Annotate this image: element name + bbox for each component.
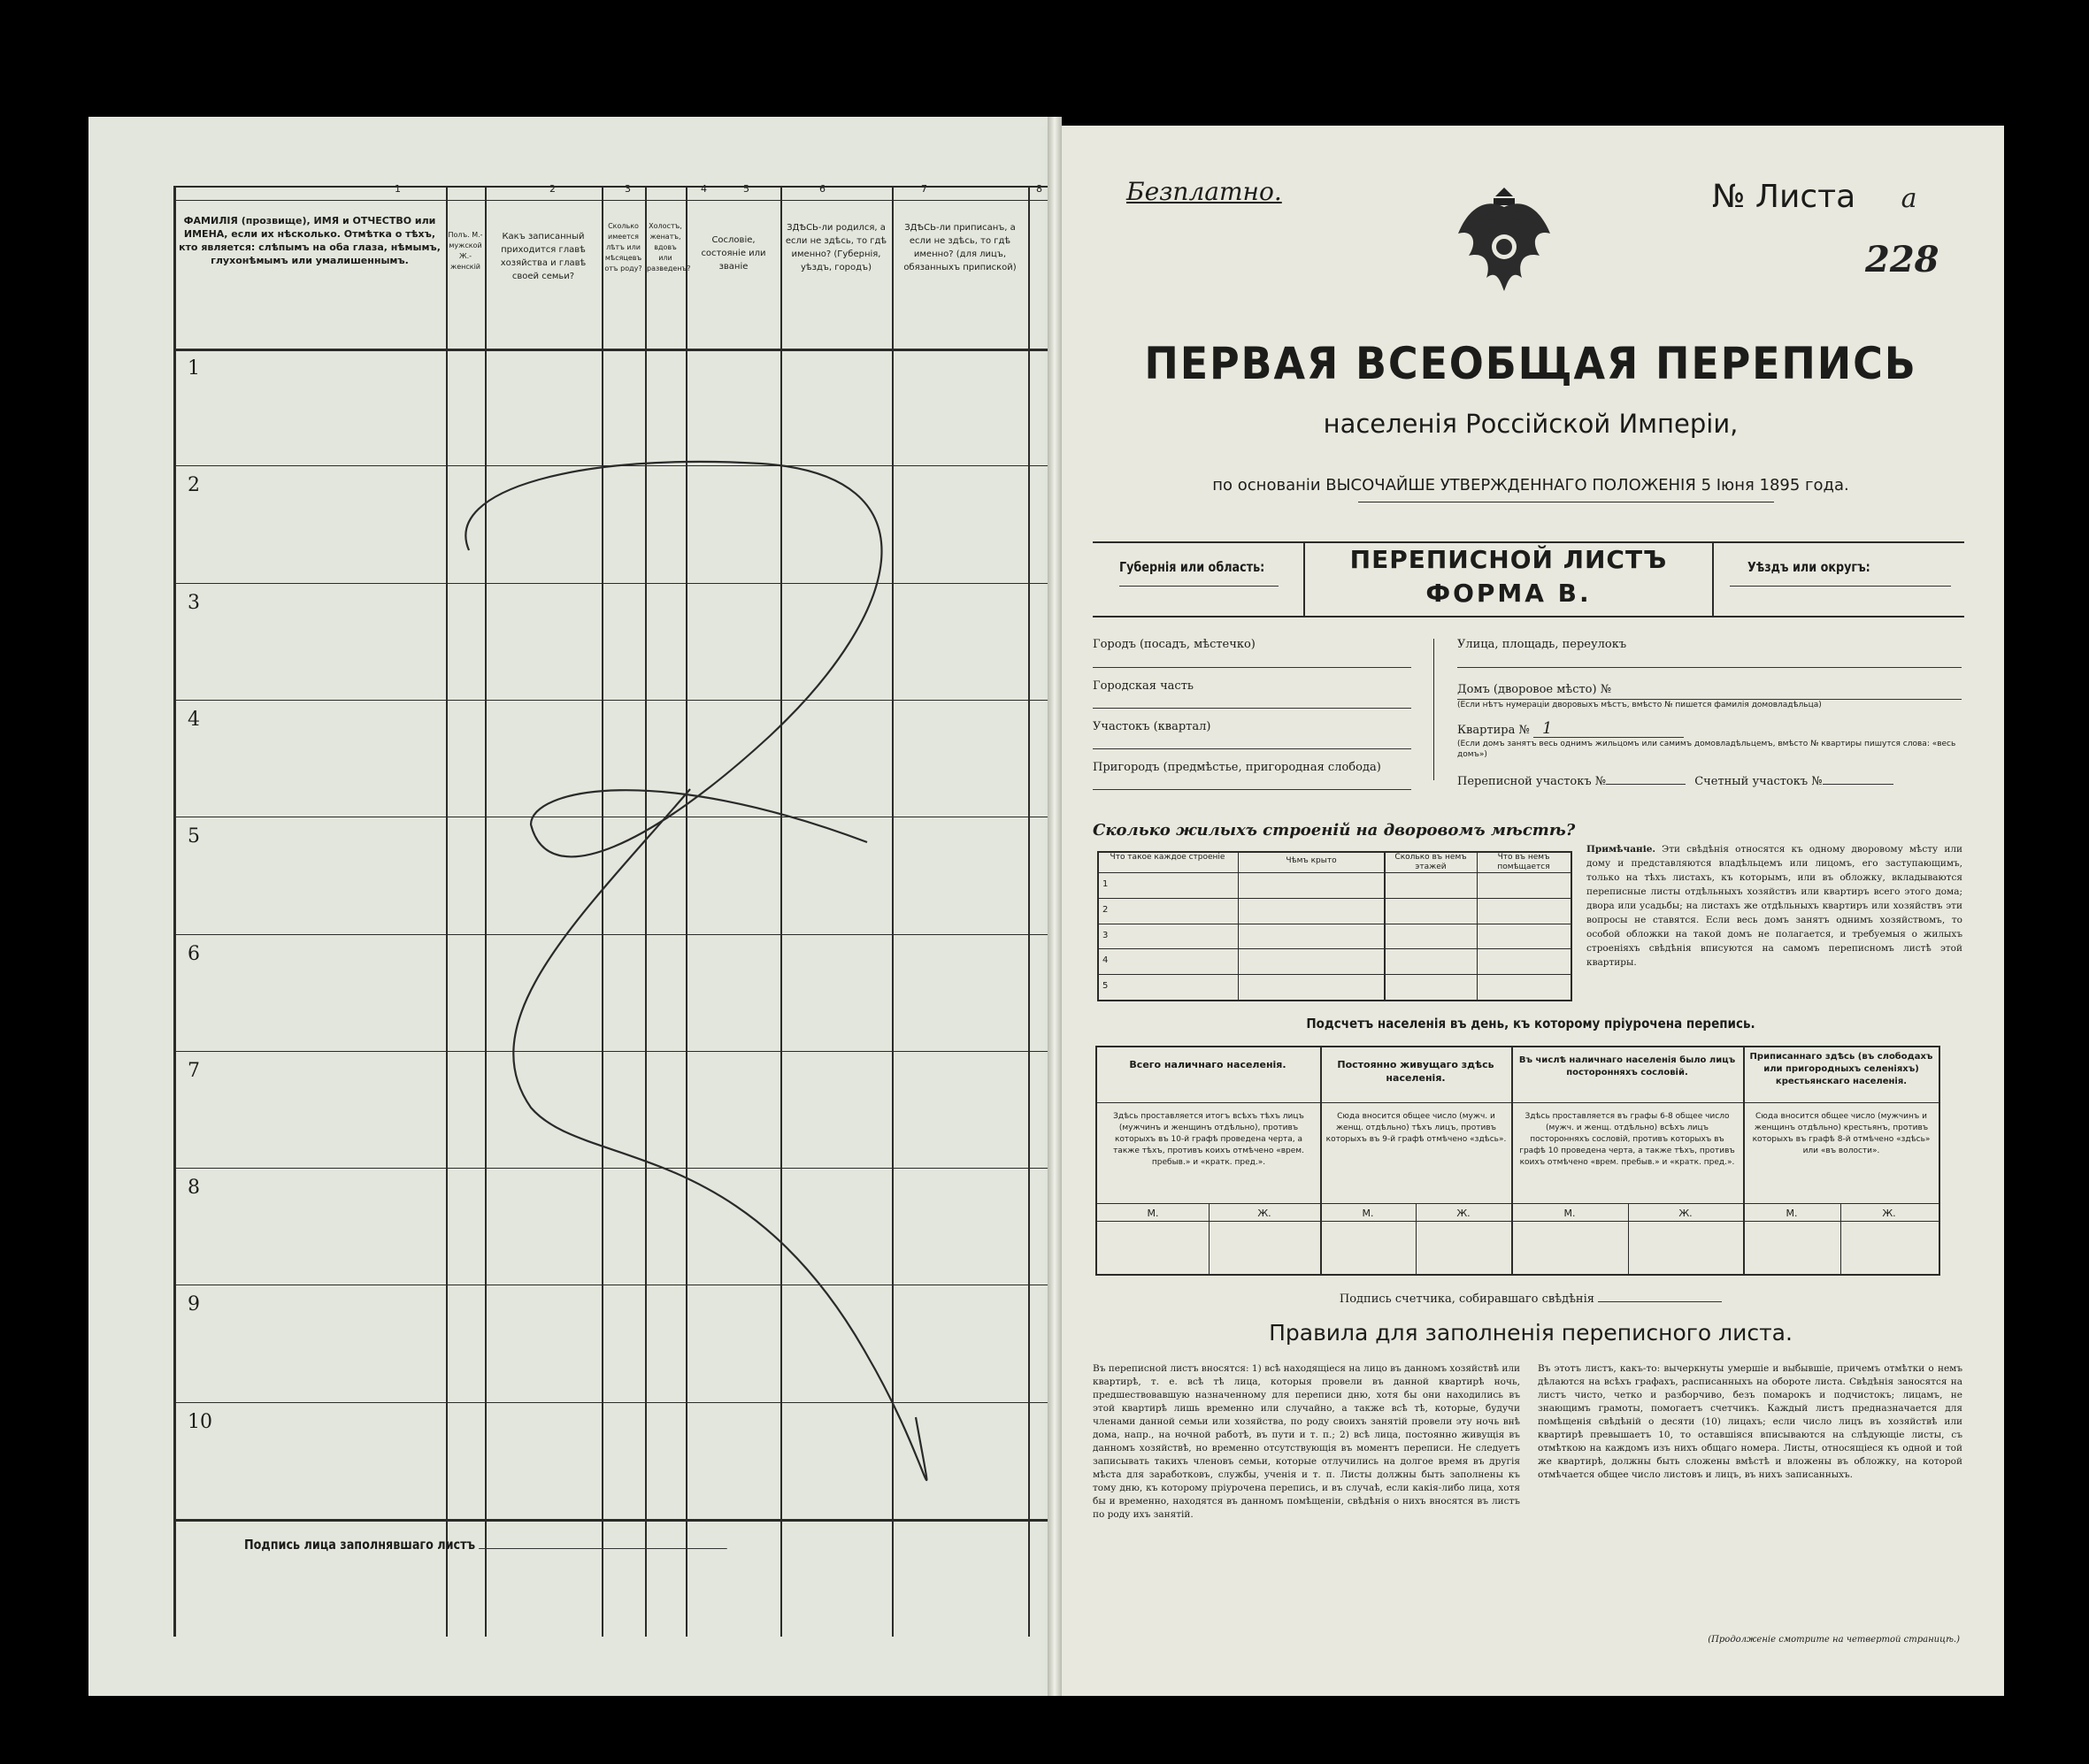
city-field[interactable] <box>1093 637 1411 668</box>
address-left-block <box>1093 637 1411 790</box>
count-col-body: Сюда вносится общее число (мужчинъ и женщинъ отдѣльно) крестьянъ, противъ которыхъ въ графѣ 8-й отмѣчено «здѣсь» или «въ волости». <box>1752 1112 1931 1155</box>
column-number: 8 <box>1036 183 1042 195</box>
column-number: 3 <box>625 183 631 195</box>
form-b-title: ФОРМА В. <box>1425 579 1592 608</box>
buildings-note <box>1586 842 1962 970</box>
row-number: 8 <box>188 1177 200 1200</box>
column-header-estate: Сословіе, состояніе или званіе <box>701 235 766 272</box>
count-female-label: Ж. <box>1456 1208 1471 1219</box>
house-field[interactable] <box>1457 673 1962 700</box>
column-header-birthplace: ЗДѢСЬ-ли родился, а если не здѣсь, то гдѣ именно? (Губернія, уѣздъ, городъ) <box>785 223 887 272</box>
buildings-row-number: 4 <box>1102 955 1109 966</box>
census-sheet-title: ПЕРЕПИСНОЙ ЛИСТЪ <box>1349 545 1668 574</box>
buildings-header: Сколько въ немъ этажей <box>1394 853 1467 871</box>
count-col-title: Въ числѣ наличнаго населенія было лицъ посторонняхъ сословій. <box>1518 1055 1736 1078</box>
count-sub-rule <box>1097 1221 1939 1222</box>
count-female-label: Ж. <box>1257 1208 1271 1219</box>
district-field[interactable] <box>1730 586 1951 587</box>
area-row <box>1457 774 1962 790</box>
buildings-row-number: 3 <box>1102 930 1109 940</box>
province-field[interactable] <box>1119 586 1279 587</box>
count-male-label: М. <box>1147 1208 1159 1219</box>
city-part-label: Городская часть <box>1093 679 1194 693</box>
count-col-title: Постоянно живущаго здѣсь населенія. <box>1337 1059 1494 1084</box>
precinct-field[interactable] <box>1093 709 1411 749</box>
row-number: 6 <box>188 942 200 965</box>
row-number: 9 <box>188 1293 200 1316</box>
count-female-label: Ж. <box>1882 1208 1896 1219</box>
buildings-table <box>1097 851 1572 1001</box>
sheet-stamp-number: 228 <box>1865 239 1939 280</box>
column-number: 1 <box>395 183 401 195</box>
imperial-eagle-icon <box>1451 180 1557 295</box>
count-body-rule <box>1097 1203 1939 1204</box>
row-number: 4 <box>188 708 200 731</box>
counting-area-field[interactable] <box>1823 784 1893 785</box>
apartment-note: (Если домъ занятъ весь однимъ жильцомъ или самимъ домовладѣльцемъ, вмѣсто № квартиры пишутся слова: «весь домъ») <box>1457 740 1956 759</box>
buildings-divider <box>1477 853 1478 1000</box>
cancellation-stroke <box>88 117 1057 1696</box>
province-label: Губернія или область: <box>1119 559 1265 575</box>
buildings-row-number: 5 <box>1102 981 1109 992</box>
count-title-rule <box>1097 1102 1939 1103</box>
column-header-registration: ЗДѢСЬ-ли приписанъ, а если не здѣсь, то гдѣ именно? (для лицъ, обязанныхъ припиской) <box>903 223 1017 272</box>
row-number: 1 <box>188 357 200 380</box>
column-number: 2 <box>549 183 556 195</box>
buildings-header: Что въ немъ помѣщается <box>1497 853 1550 871</box>
count-col-body: Здѣсь проставляется итогъ всѣхъ тѣхъ лицъ (мужчинъ и женщинъ отдѣльно), противъ которыхъ въ 10-й графѣ проведена черта, а также тѣхъ, противъ коихъ отмѣчено «врем. пребыв.» и «кратк. пред.». <box>1113 1112 1304 1167</box>
count-divider <box>1743 1047 1745 1274</box>
city-part-field[interactable] <box>1093 668 1411 709</box>
row-number: 5 <box>188 825 200 848</box>
counting-area-label: Счетный участокъ № <box>1694 775 1823 788</box>
form-subtitle: населенія Россійской Имперіи, <box>1323 409 1739 439</box>
rules-text-left: Въ переписной листъ вносятся: 1) всѣ находящіеся на лицо въ данномъ хозяйствѣ или квартирѣ, т. е. всѣ тѣ лица, которыя провели въ данной квартирѣ ночь, предшествовавшую назначенному для переписи дню, хотя бы они находились въ этой квартирѣ лишь временно или случайно, а также всѣ тѣ, которые, будучи членами данной семьи или хозяйства, по роду своихъ занятій провели эту ночь внѣ дома, напр., на ночной работѣ, въ пути и т. п.; 2) всѣ лица, постоянно живущія въ данномъ хозяйствѣ, но временно отсутствующія въ моментъ переписи. Не следуетъ записывать такихъ членовъ семьи, которые отлучились на долгое время въ другія мѣста для заработковъ, службы, ученія и т. п. Листы должны быть заполнены къ тому дню, къ которому пріурочена перепись, и въ случаѣ, если какія-либо лица, хотя бы и временно, находятся въ данномъ помѣщеніи, свѣдѣнія о нихъ вносятся въ листъ по роду ихъ занятій. <box>1093 1363 1520 1520</box>
count-male-label: М. <box>1563 1208 1576 1219</box>
count-male-label: М. <box>1786 1208 1798 1219</box>
column-header-age: Сколько имеется лѣтъ или мѣсяцевъ отъ роду? <box>604 222 642 272</box>
precinct-label: Участокъ (квартал) <box>1093 720 1211 733</box>
counter-signature-line[interactable] <box>1598 1301 1722 1302</box>
column-header-relation: Какъ записанный приходится главѣ хозяйства и главѣ своей семьи? <box>500 232 587 281</box>
row-number: 3 <box>188 591 200 614</box>
signature-label: Подпись лица заполнявшаго листъ <box>244 1537 476 1553</box>
census-form-left-page <box>88 117 1057 1696</box>
row-number: 10 <box>188 1410 212 1433</box>
count-col-title: Всего наличнаго населенія. <box>1129 1059 1286 1070</box>
form-legal-basis: по основаніи ВЫСОЧАЙШЕ УТВЕРЖДЕННАГО ПОЛОЖЕНІЯ 5 Іюня 1895 года. <box>1212 476 1849 495</box>
buildings-row-number: 1 <box>1102 879 1109 889</box>
continued-note: (Продолженіе смотрите на четвертой страницѣ.) <box>1708 1635 1960 1645</box>
count-divider <box>1511 1047 1513 1274</box>
census-area-label: Переписной участокъ № <box>1457 775 1607 788</box>
pen-stroke <box>465 462 926 1480</box>
district-label: Уѣздъ или округъ: <box>1747 559 1870 575</box>
census-area-field[interactable] <box>1606 784 1686 785</box>
address-right-block <box>1457 637 1962 790</box>
note-label: Примѣчаніе. <box>1586 844 1656 855</box>
suburb-field[interactable] <box>1093 749 1411 790</box>
header-divider <box>1712 543 1714 616</box>
city-label: Городъ (посадъ, мѣстечко) <box>1093 638 1256 651</box>
count-col-body: Сюда вносится общее число (мужч. и женщ. отдѣльно) тѣхъ лицъ, противъ которыхъ въ 9-й графѣ отмѣчено «здѣсь». <box>1325 1112 1507 1144</box>
count-male-label: М. <box>1362 1208 1374 1219</box>
house-note: (Если нѣтъ нумераціи дворовыхъ мѣстъ, вмѣсто № пишется фамилія домовладѣльца) <box>1457 701 1822 709</box>
count-female-label: Ж. <box>1678 1208 1693 1219</box>
column-number: 4 <box>701 183 707 195</box>
buildings-header: Чѣмъ крыто <box>1286 856 1337 865</box>
sheet-number <box>1712 179 1917 215</box>
column-header-name: ФАМИЛІЯ (прозвище), ИМЯ и ОТЧЕСТВО или ИМЕНА, если их нѣсколько. Отмѣтка о тѣхъ, кто является: слѣпымъ на оба глаза, нѣмымъ, глухонѣмымъ или умалишеннымъ. <box>179 215 441 266</box>
column-header-sex: Полъ. М.-мужской Ж.-женскій <box>448 231 483 271</box>
form-main-title: ПЕРВАЯ ВСЕОБЩАЯ ПЕРЕПИСЬ <box>1144 338 1917 389</box>
buildings-heading: Сколько жилыхъ строеній на дворовомъ мѣстѣ? <box>1093 821 1576 840</box>
buildings-header: Что такое каждое строеніе <box>1110 853 1225 862</box>
row-number: 2 <box>188 474 200 497</box>
counter-signature-row <box>1057 1292 2004 1308</box>
note-text: Эти свѣдѣнія относятся къ одному дворовому мѣсту или дому и представляются владѣльцемъ или лицомъ, его заступающимъ, только на тѣхъ листахъ, къ которымъ, или въ обложку, вкладываются переписные листы отдѣльныхъ хозяйствъ или квартиръ всего этого дома; двора или усадьбы; на листахъ же отдѣльныхъ квартиръ или хозяйствъ эти вопросы не ставятся. Если весь домъ занятъ однимъ хозяйствомъ, то особой обложки на такой домъ не полагается, и требуемыя о жилыхъ строеніяхъ свѣдѣнія вписуются на самомъ переписномъ листѣ этой квартиры. <box>1586 844 1962 968</box>
rules-text-right: Въ этотъ листъ, какъ-то: вычеркнуты умершіе и выбывшіе, причемъ отмѣтки о немъ дѣлаются на всѣхъ графахъ, расписанныхъ на обороте листа. Свѣдѣнія заносятся на листъ чисто, четко и разборчиво, безъ помарокъ и подчистокъ; лицамъ, не знающимъ грамоты, помогаетъ счетчикъ. Каждый листъ предназначается для помѣщенія свѣдѣній о десяти (10) лицахъ; если число лицъ въ хозяйствѣ или квартирѣ превышаетъ 10, то оставшіяся вписываются на слѣдующіе листы, съ отмѣткою на каждомъ изъ нихъ общаго номера. Листы, относящіеся къ одной и той же квартирѣ, должны быть сложены вмѣстѣ и вложены въ обложку, на которой отмѣчается общее число листовъ и лицъ, въ нихъ записанныхъ. <box>1538 1363 1962 1480</box>
column-number: 6 <box>819 183 826 195</box>
column-number: 7 <box>921 183 927 195</box>
count-col-body: Здѣсь проставляется въ графы 6-8 общее число (мужч. и женщ. отдѣльно) всѣхъ лицъ посторонняхъ сословій, противъ которыхъ въ графѣ 10 проведена черта, а также тѣхъ, противъ коихъ отмѣчено «врем. пребыв.» и «кратк. пред.». <box>1519 1112 1735 1167</box>
buildings-row-rule <box>1099 948 1571 949</box>
apartment-row <box>1457 721 1962 739</box>
rules-heading: Правила для заполненія переписного листа. <box>1269 1320 1793 1346</box>
sheet-number-label: № Листа <box>1712 179 1856 215</box>
free-label: Безплатно. <box>1126 177 1282 206</box>
suburb-label: Пригородъ (предмѣстье, пригородная слобода) <box>1093 761 1381 774</box>
street-label: Улица, площадь, переулокъ <box>1457 638 1627 651</box>
buildings-row-rule <box>1099 872 1571 873</box>
buildings-row-rule <box>1099 974 1571 975</box>
buildings-divider <box>1384 853 1386 1000</box>
book-gutter <box>1048 117 1062 1696</box>
apartment-label: Квартира № <box>1457 724 1530 737</box>
buildings-row-rule <box>1099 898 1571 899</box>
counter-signature-label: Подпись счетчика, собиравшаго свѣдѣнія <box>1339 1292 1594 1306</box>
row-number: 7 <box>188 1059 200 1082</box>
count-col-title: Приписаннаго здѣсь (въ слободахъ или пригородныхъ селеніяхъ) крестьянскаго населенія. <box>1749 1052 1933 1086</box>
population-count-heading: Подсчетъ населенія въ день, къ которому пріурочена перепись. <box>1306 1016 1755 1032</box>
census-form-right-page <box>1057 126 2004 1696</box>
house-label: Домъ (дворовое мѣсто) № <box>1457 683 1612 696</box>
address-divider <box>1433 639 1434 780</box>
apartment-value[interactable]: 1 <box>1533 721 1684 738</box>
buildings-row-number: 2 <box>1102 904 1109 915</box>
form-header-box <box>1093 541 1964 617</box>
column-number: 5 <box>743 183 749 195</box>
column-header-marital: Холостъ, женатъ, вдовъ или разведенъ? <box>647 222 691 272</box>
buildings-divider <box>1238 853 1239 1000</box>
sheet-number-handwritten: a <box>1901 183 1917 214</box>
count-divider <box>1320 1047 1322 1274</box>
population-count-table <box>1095 1046 1940 1276</box>
street-field[interactable] <box>1457 637 1962 668</box>
